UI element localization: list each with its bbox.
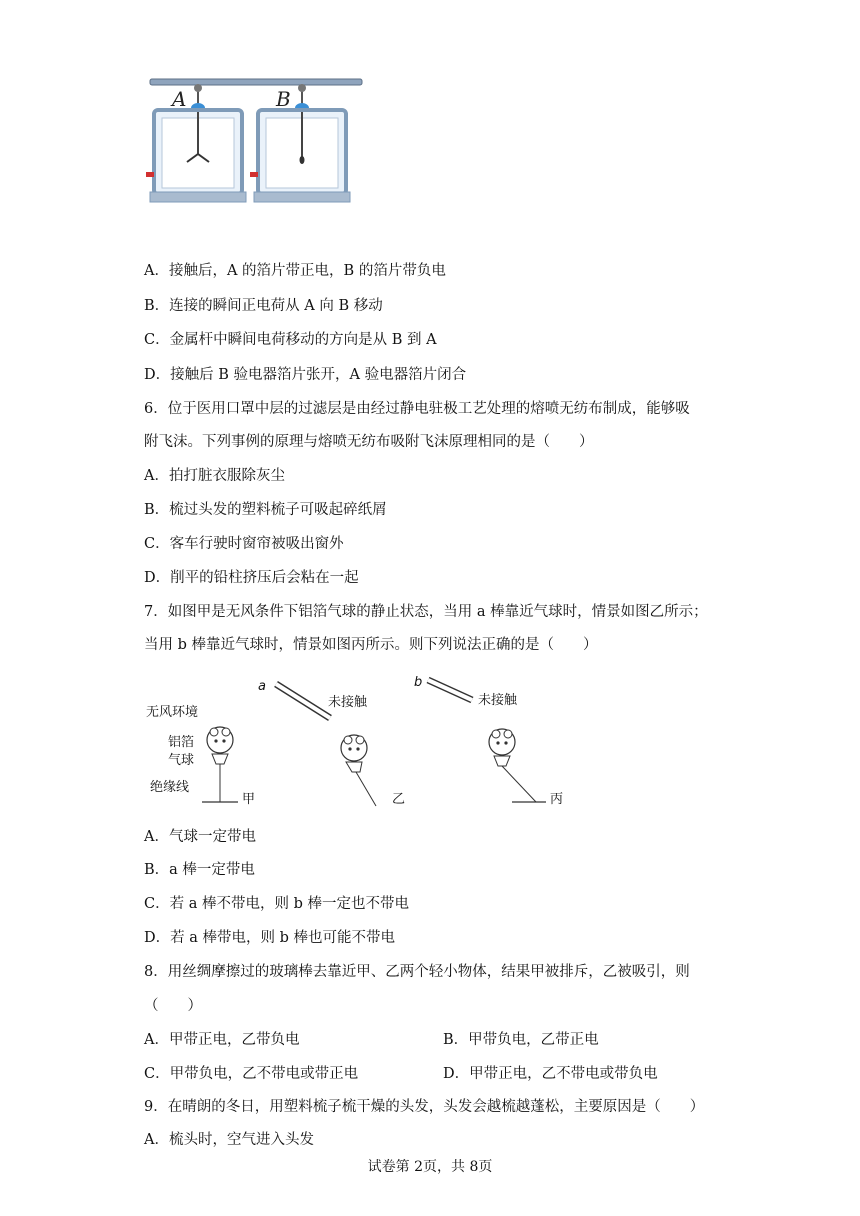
q9-option-a: A．梳头时，空气进入头发 [144,1132,314,1148]
page-footer: 试卷第 2页，共 8页 [367,1159,493,1175]
q5-option-c: C．金属杆中瞬间电荷移动的方向是从 B 到 A [144,332,437,348]
q6-option-b: B．梳过头发的塑料梳子可吸起碎纸屑 [144,502,387,518]
q7-option-d: D．若 a 棒带电，则 b 棒也可能不带电 [144,930,395,946]
balloon-jia [146,704,255,807]
q8-stem-line2: （ ） [144,998,202,1014]
label-b: B [276,87,291,111]
q9-stem-line1: 9．在晴朗的冬日，用塑料梳子梳干燥的头发，头发会越梳越蓬松，主要原因是（ ） [144,1099,705,1115]
label-yi: 乙 [392,792,406,807]
label-not-touching-1: 未接触 [328,695,368,710]
electroscope-b [250,84,350,202]
label-insulating-line: 绝缘线 [150,780,190,795]
q5-option-d: D．接触后 B 验电器箔片张开，A 验电器箔片闭合 [144,367,467,383]
label-no-wind: 无风环境 [146,705,199,720]
label-rod-a: a [258,679,266,694]
q8-option-d: D．甲带正电，乙不带电或带负电 [443,1066,658,1082]
electroscope-figure [140,72,370,212]
q8-stem-line1: 8．用丝绸摩擦过的玻璃棒去靠近甲、乙两个轻小物体，结果甲被排斥，乙被吸引，则 [144,964,690,980]
q6-stem-line2: 附飞沫。下列事例的原理与熔喷无纺布吸附飞沫原理相同的是（ ） [144,434,594,450]
q7-option-a: A．气球一定带电 [144,829,256,845]
label-foil-1: 铝箔 [168,735,195,750]
q6-option-d: D．削平的铅柱挤压后会粘在一起 [144,570,359,586]
q6-stem-line1: 6．位于医用口罩中层的过滤层是由经过静电驻极工艺处理的熔喷无纺布制成，能够吸 [144,401,690,417]
balloon-bing [414,675,563,807]
q7-stem-line1: 7．如图甲是无风条件下铝箔气球的静止状态，当用 a 棒靠近气球时，情景如图乙所示； [144,604,708,620]
label-not-touching-2: 未接触 [478,693,518,708]
q7-stem-line2: 当用 b 棒靠近气球时，情景如图丙所示。则下列说法正确的是（ ） [144,637,598,653]
q8-option-b: B．甲带负电，乙带正电 [443,1032,599,1048]
q6-option-c: C．客车行驶时窗帘被吸出窗外 [144,536,344,552]
label-jia: 甲 [242,792,256,807]
label-foil-2: 气球 [168,753,195,768]
q8-option-c: C．甲带负电，乙不带电或带正电 [144,1066,359,1082]
q6-option-a: A．拍打脏衣服除灰尘 [144,468,285,484]
q7-option-c: C．若 a 棒不带电，则 b 棒一定也不带电 [144,896,409,912]
balloon-yi [258,679,405,807]
label-a: A [172,87,187,111]
label-rod-b: b [414,675,423,690]
label-bing: 丙 [550,792,564,807]
q7-option-b: B．a 棒一定带电 [144,862,255,878]
q5-option-b: B．连接的瞬间正电荷从 A 向 B 移动 [144,298,383,314]
balloon-figure [140,672,590,812]
q8-option-a: A．甲带正电，乙带负电 [144,1032,300,1048]
q5-option-a: A．接触后，A 的箔片带正电，B 的箔片带负电 [144,263,446,279]
electroscope-a [146,84,246,202]
